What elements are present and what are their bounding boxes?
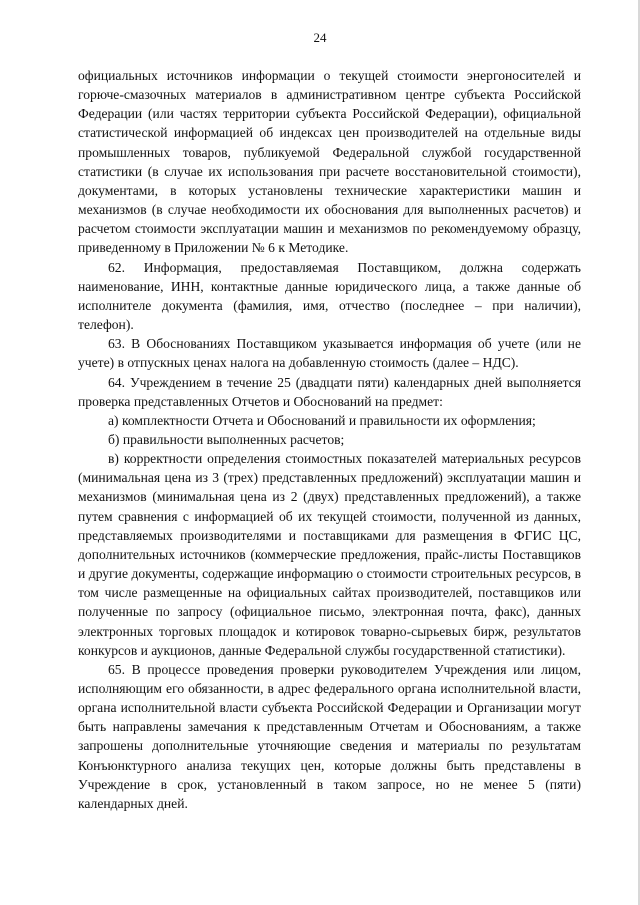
page-number: 24 [313, 30, 327, 45]
paragraph-63: 63. В Обоснованиях Поставщиком указывается информация об учете (или не учете) в отпускных ценах налога на добавленную стоимость (далее – НДС). [78, 336, 581, 371]
paragraph-65: 65. В процессе проведения проверки руководителем Учреждения или лицом, исполняющим его обязанности, в адрес федерального органа исполнительной власти, органа исполнительной власти субъекта Российской Федерации и Организации могут быть направлены замечания к представленным Отчетам и Обоснованиям, а также запрошены дополнительные уточняющие сведения и материалы по результатам Конъюнктурного анализа текущих цен, которые должны быть представлены в Учреждение в срок, установленный в таком запросе, но не менее 5 (пяти) календарных дней. [78, 661, 581, 811]
paragraph-64: 64. Учреждением в течение 25 (двадцати пяти) календарных дней выполняется проверка представленных Отчетов и Обоснований на предмет: [78, 374, 581, 409]
paragraph-continuation: официальных источников информации о текущей стоимости энергоносителей и горюче-смазочных материалов в административном центре субъекта Российской Федерации (или частях территории субъекта Российской Федерации), официальной статистической информацией об индексах цен производителей на отдельные виды промышленных товаров, публикуемой Федеральной службой государственной статистики (в случае их использования при расчете восстановительной стоимости), документами, в которых установлены технические характеристики машин и механизмов (в случае необходимости их обоснования для выполненных расчетов) и расчетом стоимости эксплуатации машин и механизмов по рекомендуемому образцу, приведенному в Приложении № 6 к Методике. [78, 68, 581, 256]
paragraph-64-a: а) комплектности Отчета и Обоснований и правильности их оформления; [108, 412, 536, 428]
paragraph-64-c: в) корректности определения стоимостных показателей материальных ресурсов (минимальная цена из 3 (трех) представленных предложений) эксплуатации машин и механизмов (минимальная цена из 2 (двух) представленных предложений), а также путем сравнения с информацией об их текущей стоимости, полученной из данных, представляемых производителями и поставщиками для размещения в ФГИС ЦС, дополнительных источников (коммерческие предложения, прайс-листы Поставщиков и другие документы, содержащие информацию о стоимости строительных ресурсов, в том числе размещенные на официальных сайтах производителей, поставщиков или полученные по запросу (официальное письмо, электронная почта, факс), данных электронных торговых площадок и котировок товарно-сырьевых бирж, результатов конкурсов и аукционов, данные Федеральной службы государственной статистики). [78, 451, 581, 658]
paragraph-62: 62. Информация, предоставляемая Поставщиком, должна содержать наименование, ИНН, контактные данные юридического лица, а также данные об исполнителе документа (фамилия, имя, отчество (последнее – при наличии), телефон). [78, 259, 581, 333]
paragraph-64-b: б) правильности выполненных расчетов; [108, 431, 345, 447]
document-body [78, 66, 581, 813]
